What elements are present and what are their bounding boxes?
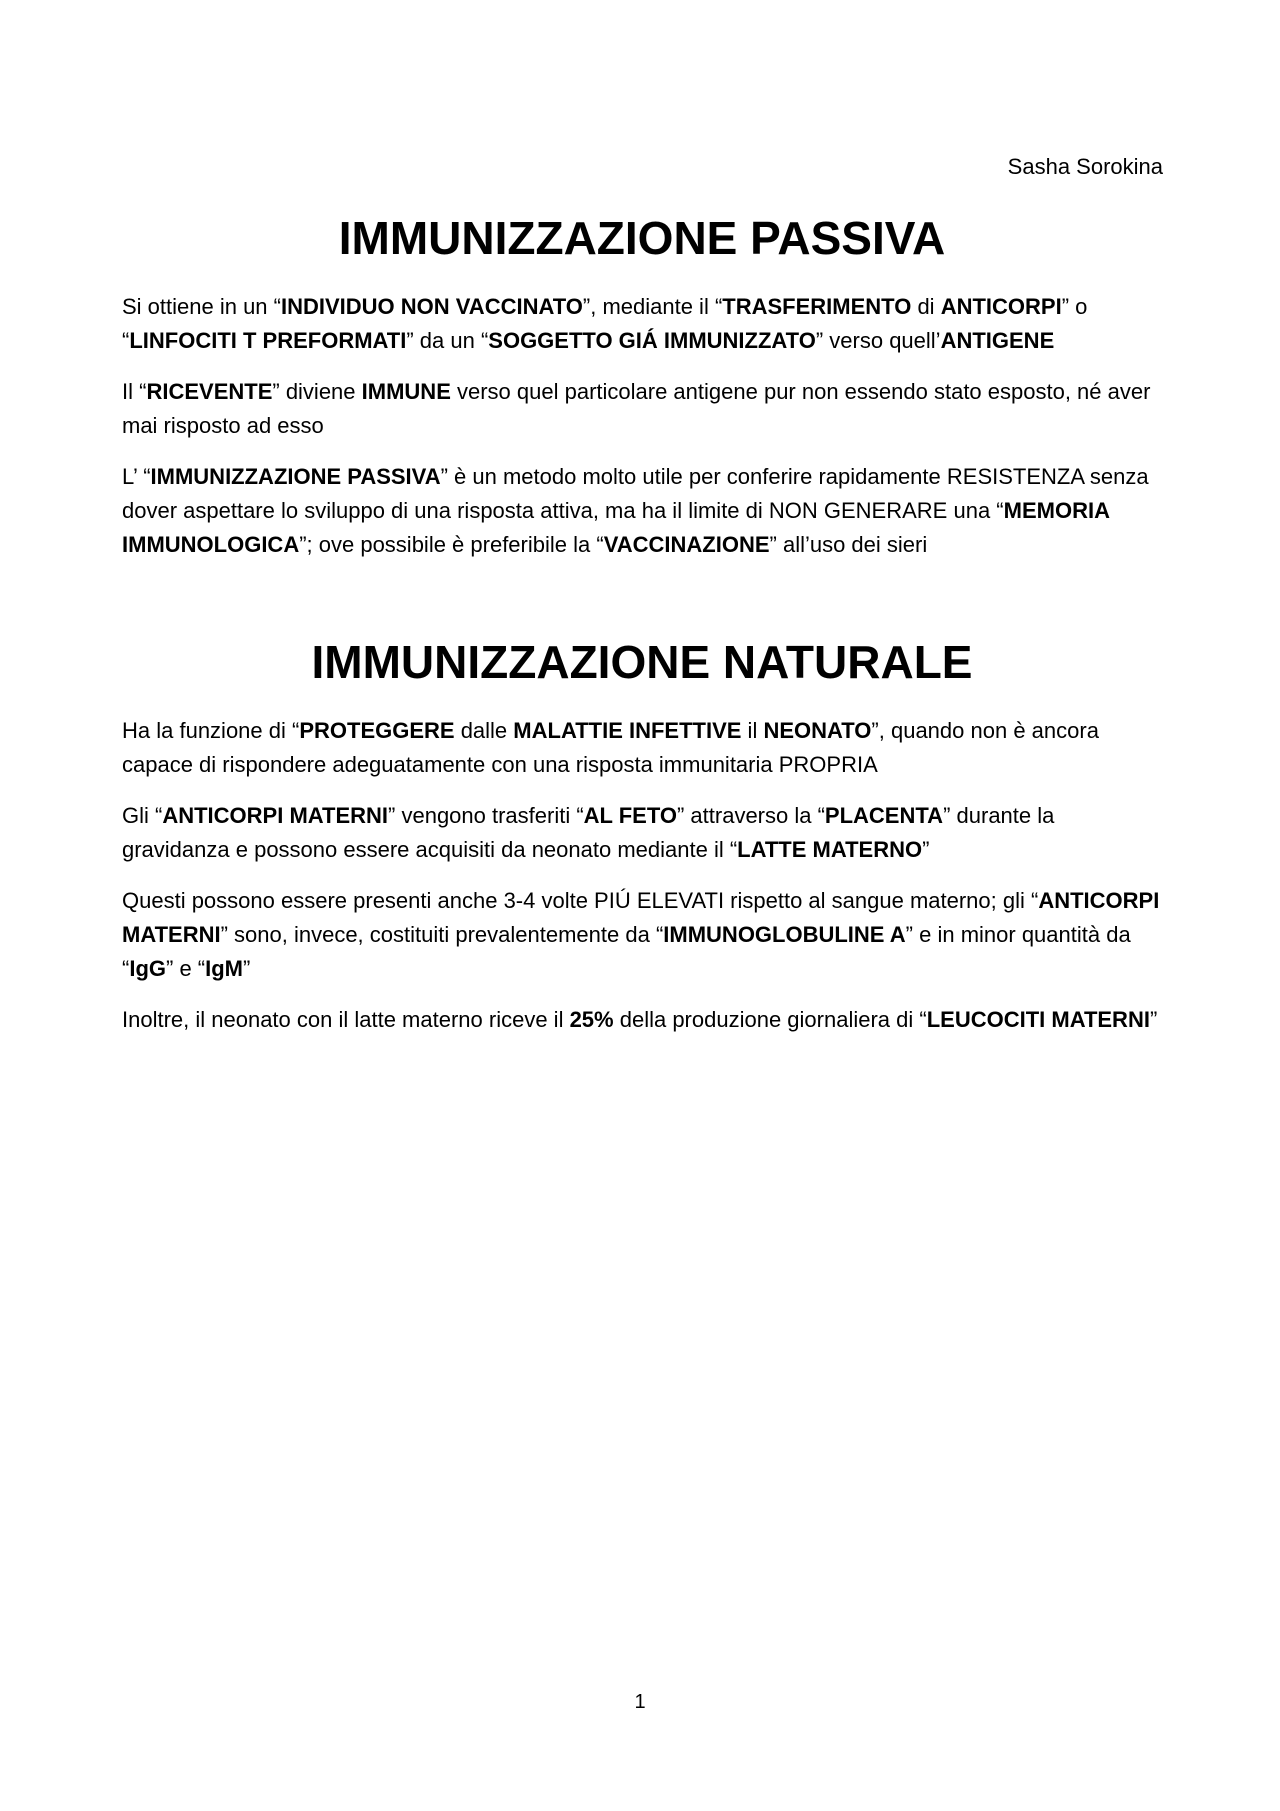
- bold-text: ANTICORPI MATERNI: [162, 803, 389, 828]
- section-heading: IMMUNIZZAZIONE NATURALE: [311, 636, 973, 688]
- paragraph: [122, 375, 1162, 443]
- text-run: Inoltre, il neonato con il latte materno riceve il: [122, 1007, 570, 1032]
- text-run: Si ottiene in un “: [122, 294, 281, 319]
- text-run: ” all’uso dei sieri: [769, 532, 928, 557]
- section-heading: IMMUNIZZAZIONE PASSIVA: [338, 212, 946, 264]
- text-run: il: [741, 718, 764, 743]
- bold-text: PROTEGGERE: [299, 718, 455, 743]
- text-run: Questi possono essere presenti anche 3-4 volte PIÚ ELEVATI rispetto al sangue materno; gli “: [122, 888, 1039, 913]
- text-run: ”: [1149, 1007, 1158, 1032]
- text-run: verso quel particolare antigene pur non essendo stato esposto, né aver mai risposto ad esso: [122, 379, 1151, 438]
- text-run: L’ “: [122, 464, 151, 489]
- text-run: ”, quando non è ancora capace di rispondere adeguatamente con una risposta immunitaria PROPRIA: [122, 718, 1099, 777]
- section-immunizzazione-passiva: [122, 208, 1162, 579]
- bold-text: SOGGETTO GIÁ IMMUNIZZATO: [488, 328, 816, 353]
- text-run: ” da un “: [406, 328, 489, 353]
- bold-text: TRASFERIMENTO: [722, 294, 912, 319]
- bold-text: AL FETO: [583, 803, 677, 828]
- paragraph: [122, 884, 1162, 986]
- text-run: ” o “: [122, 294, 1088, 353]
- text-run: dalle: [454, 718, 514, 743]
- text-run: ”, mediante il “: [582, 294, 723, 319]
- bold-text: IgG: [129, 956, 166, 981]
- text-run: ” diviene: [272, 379, 362, 404]
- author-name: Sasha Sorokina: [1007, 154, 1163, 179]
- bold-text: LINFOCITI T PREFORMATI: [129, 328, 407, 353]
- bold-text: ANTICORPI: [940, 294, 1062, 319]
- text-run: ” e “: [166, 956, 206, 981]
- bold-text: IMMUNOGLOBULINE A: [663, 922, 906, 947]
- paragraph: [122, 1003, 1162, 1037]
- bold-text: PLACENTA: [824, 803, 944, 828]
- text-run: ”; ove possibile è preferibile la “: [299, 532, 604, 557]
- bold-text: IMMUNE: [361, 379, 451, 404]
- text-run: ”: [243, 956, 251, 981]
- bold-text: RICEVENTE: [146, 379, 273, 404]
- bold-text: NEONATO: [763, 718, 872, 743]
- paragraph: [122, 799, 1162, 867]
- text-run: ” è un metodo molto utile per conferire rapidamente RESISTENZA senza dover aspettare lo sviluppo di una risposta attiva, ma ha il limite di NON GENERARE una “: [122, 464, 1149, 523]
- text-run: di: [911, 294, 941, 319]
- text-run: ” vengono trasferiti “: [388, 803, 584, 828]
- bold-text: IgM: [205, 956, 244, 981]
- bold-text: IMMUNIZZAZIONE PASSIVA: [150, 464, 441, 489]
- text-run: ” verso quell’: [815, 328, 941, 353]
- bold-text: ANTIGENE: [940, 328, 1055, 353]
- paragraph: [122, 290, 1162, 358]
- paragraph: [122, 460, 1162, 562]
- bold-text: MEMORIA IMMUNOLOGICA: [122, 498, 1110, 557]
- text-run: ” durante la gravidanza e possono essere acquisiti da neonato mediante il “: [122, 803, 1055, 862]
- section-immunizzazione-naturale: [122, 632, 1162, 1054]
- paragraph: [122, 714, 1162, 782]
- text-run: Ha la funzione di “: [122, 718, 300, 743]
- bold-text: LEUCOCITI MATERNI: [926, 1007, 1150, 1032]
- page-number: 1: [634, 1691, 646, 1713]
- bold-text: INDIVIDUO NON VACCINATO: [280, 294, 583, 319]
- text-run: ” sono, invece, costituiti prevalentemente da “: [220, 922, 664, 947]
- text-run: ” attraverso la “: [676, 803, 825, 828]
- text-run: della produzione giornaliera di “: [613, 1007, 927, 1032]
- text-run: Gli “: [122, 803, 163, 828]
- bold-text: 25%: [569, 1007, 614, 1032]
- text-run: ”: [922, 837, 930, 862]
- bold-text: VACCINAZIONE: [603, 532, 770, 557]
- bold-text: MALATTIE INFETTIVE: [513, 718, 742, 743]
- bold-text: ANTICORPI MATERNI: [122, 888, 1160, 947]
- text-run: Il “: [122, 379, 147, 404]
- text-run: ” e in minor quantità da “: [122, 922, 1131, 981]
- bold-text: LATTE MATERNO: [737, 837, 923, 862]
